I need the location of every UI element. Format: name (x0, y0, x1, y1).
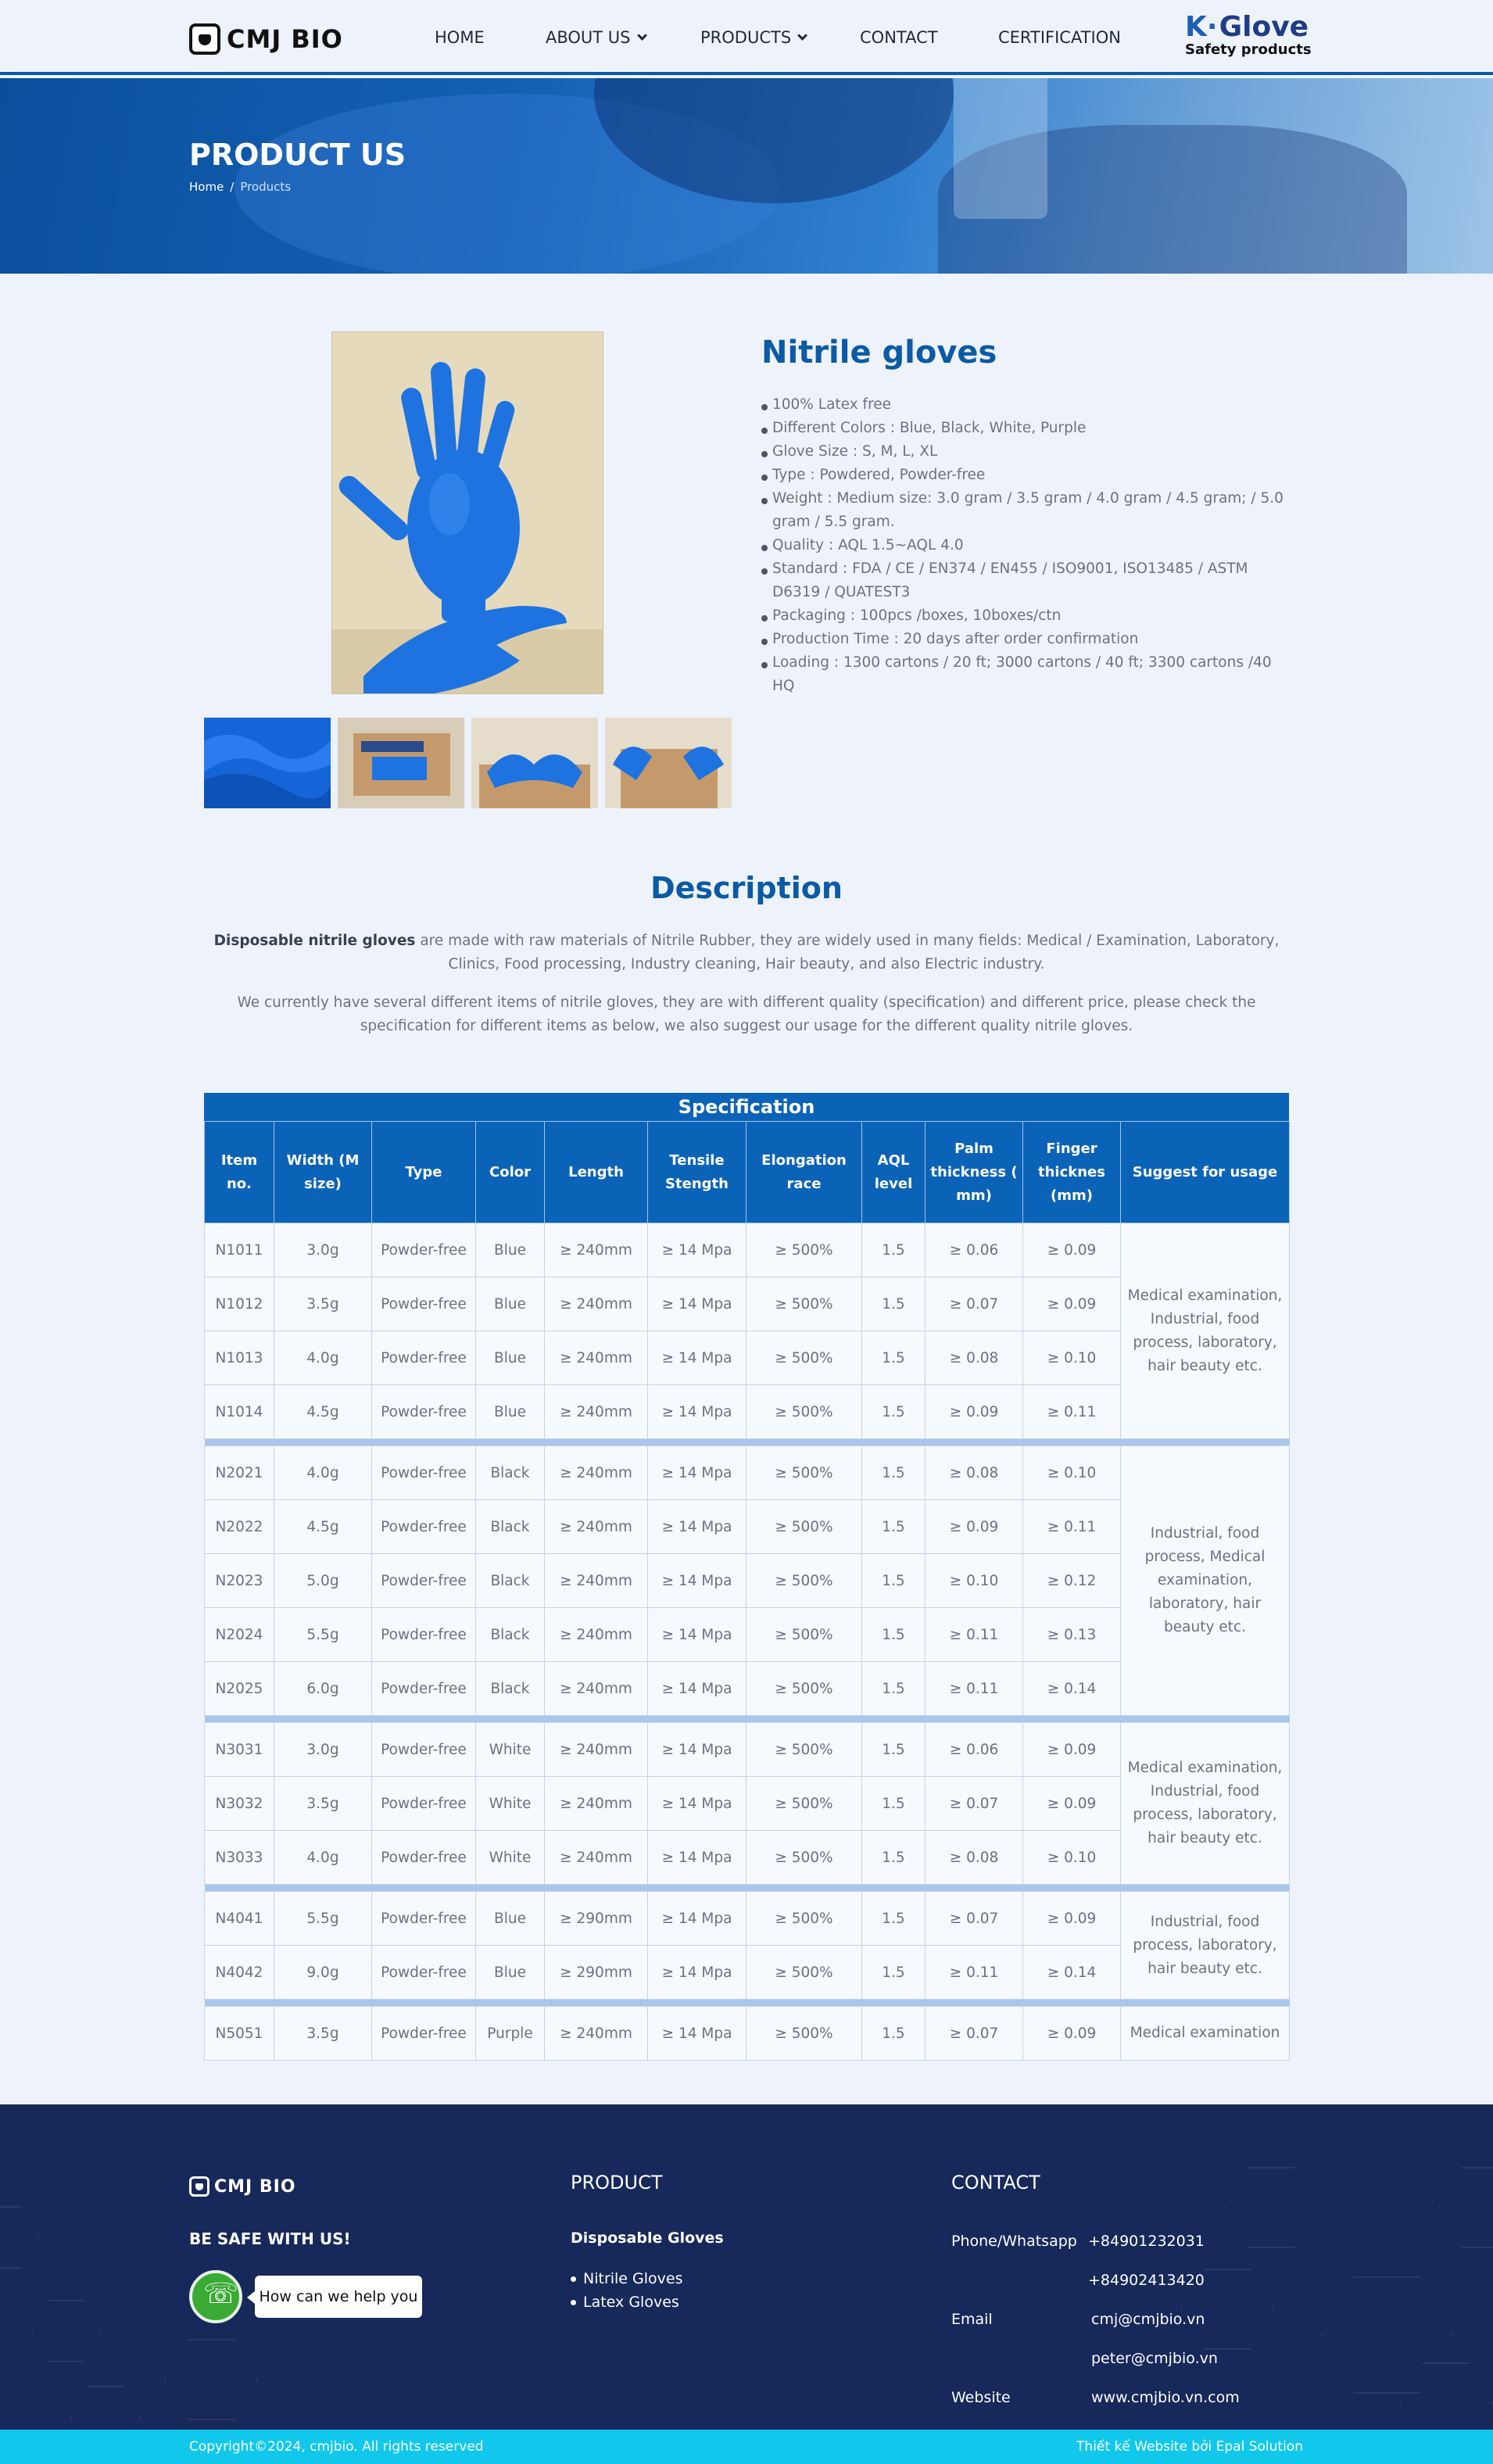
product-title: Nitrile gloves (761, 335, 997, 371)
table-cell: 1.5 (862, 1500, 926, 1554)
hexagon-decoration (70, 2386, 141, 2430)
table-cell: N2021 (205, 1446, 274, 1500)
table-cell: 1.5 (862, 1554, 926, 1608)
table-cell: N2022 (205, 1500, 274, 1554)
thumbnail-2[interactable] (338, 718, 464, 808)
table-cell: ≥ 290mm (545, 1946, 648, 2000)
table-cell: 1.5 (862, 1446, 926, 1500)
table-cell: N3031 (205, 1723, 274, 1777)
table-cell: 3.0g (274, 1723, 372, 1777)
table-cell: ≥ 0.09 (926, 1500, 1023, 1554)
spec-header-cell: Suggest for usage (1121, 1122, 1290, 1223)
table-cell: N1014 (205, 1385, 274, 1439)
usage-cell: Industrial, food process, laboratory, hair beauty etc. (1121, 1892, 1290, 2000)
breadcrumb-home[interactable]: Home (189, 180, 224, 194)
kglove-prefix: K· (1185, 11, 1218, 43)
chevron-down-icon (637, 30, 647, 41)
table-cell: ≥ 14 Mpa (648, 1831, 746, 1885)
description-paragraph-2: We currently have several different items of nitrile gloves, they are with different quality (specification) and different price, please check the specification for different items as below, we also suggest our usage for the different quality nitrile gloves. (237, 994, 1256, 1034)
table-cell: Black (476, 1500, 545, 1554)
table-cell: 4.0g (274, 1331, 372, 1385)
table-cell: N2024 (205, 1608, 274, 1662)
table-cell: ≥ 240mm (545, 1446, 648, 1500)
phone-number-2[interactable]: +84902413420 (1088, 2272, 1205, 2289)
table-cell: Powder-free (372, 1662, 476, 1716)
breadcrumb-separator: / (230, 180, 235, 194)
nav-home[interactable] (435, 28, 485, 47)
table-cell: ≥ 14 Mpa (648, 1446, 746, 1500)
table-cell: N1013 (205, 1331, 274, 1385)
nav-about-us[interactable] (546, 28, 646, 47)
table-cell: Powder-free (372, 1385, 476, 1439)
table-cell: ≥ 500% (746, 1723, 862, 1777)
spec-table-grid (204, 1121, 1290, 2061)
table-cell: N2023 (205, 1554, 274, 1608)
hexagon-decoration (164, 2339, 258, 2420)
table-cell: ≥ 500% (746, 1385, 862, 1439)
site-header (0, 0, 1493, 75)
description-title: Description (650, 871, 843, 905)
table-cell: 3.5g (274, 1277, 372, 1331)
table-cell: Powder-free (372, 1777, 476, 1831)
phone-label: Phone/Whatsapp (951, 2233, 1077, 2250)
kglove-brand: Glove (1219, 11, 1309, 43)
table-cell: ≥ 14 Mpa (648, 1662, 746, 1716)
table-cell: ≥ 500% (746, 1831, 862, 1885)
table-cell: Powder-free (372, 2007, 476, 2061)
table-cell: ≥ 500% (746, 2007, 862, 2061)
usage-cell: Medical examination, Industrial, food process, laboratory, hair beauty etc. (1121, 1223, 1290, 1439)
table-cell: ≥ 0.14 (1023, 1662, 1121, 1716)
specification-caption: Specification (204, 1093, 1289, 1121)
table-cell: ≥ 0.09 (1023, 1892, 1121, 1946)
table-cell: ≥ 500% (746, 1608, 862, 1662)
spec-table-body (205, 1223, 1290, 2061)
nav-products-label: PRODUCTS (700, 28, 792, 47)
table-cell: N1011 (205, 1223, 274, 1277)
group-separator-cell (205, 1885, 1290, 1892)
table-cell: Powder-free (372, 1608, 476, 1662)
footer-product-link[interactable]: Nitrile Gloves (571, 2267, 683, 2290)
banner-decoration (954, 78, 1047, 219)
spec-header-cell: Color (476, 1122, 545, 1223)
table-cell: ≥ 500% (746, 1277, 862, 1331)
designer-credit[interactable]: Thiết kế Website bởi Epal Solution (1076, 2439, 1303, 2455)
product-spec-list (761, 393, 1293, 698)
table-cell: N4041 (205, 1892, 274, 1946)
table-cell: Powder-free (372, 1223, 476, 1277)
footer-tagline: BE SAFE WITH US! (189, 2229, 351, 2248)
spec-header-cell: Elongation race (746, 1122, 862, 1223)
group-separator (205, 2000, 1290, 2007)
footer-product-list (571, 2267, 683, 2314)
footer-product-subheading[interactable]: Disposable Gloves (571, 2229, 724, 2247)
nav-contact[interactable] (860, 28, 938, 47)
table-cell: Black (476, 1554, 545, 1608)
table-cell: ≥ 500% (746, 1946, 862, 2000)
email-2[interactable]: peter@cmjbio.vn (1091, 2350, 1218, 2367)
table-cell: 1.5 (862, 1608, 926, 1662)
table-cell: ≥ 0.14 (1023, 1946, 1121, 2000)
table-cell: ≥ 500% (746, 1331, 862, 1385)
spec-item: Type : Powdered, Powder-free (761, 464, 1293, 487)
spec-item: Standard : FDA / CE / EN374 / EN455 / ISO9001, ISO13485 / ASTM D6319 / QUATEST3 (761, 557, 1293, 604)
spec-item: Production Time : 20 days after order confirmation (761, 628, 1293, 651)
website-label: Website (951, 2389, 1011, 2406)
thumbnail-4[interactable] (605, 718, 732, 808)
table-cell: ≥ 240mm (545, 1554, 648, 1608)
table-cell: Blue (476, 1385, 545, 1439)
table-cell: White (476, 1831, 545, 1885)
table-cell: ≥ 500% (746, 1223, 862, 1277)
usage-cell: Industrial, food process, Medical examination, laboratory, hair beauty etc. (1121, 1446, 1290, 1716)
description-bold: Disposable nitrile gloves (213, 933, 416, 949)
table-cell: 4.5g (274, 1385, 372, 1439)
table-cell: Blue (476, 1946, 545, 2000)
table-cell: ≥ 0.07 (926, 2007, 1023, 2061)
hexagon-decoration (1438, 2167, 1493, 2248)
table-cell: ≥ 14 Mpa (648, 1385, 746, 1439)
table-cell: ≥ 500% (746, 1662, 862, 1716)
group-separator-cell (205, 1439, 1290, 1446)
phone-number-1[interactable]: +84901232031 (1088, 2233, 1205, 2250)
group-separator-cell (205, 2000, 1290, 2007)
table-row (205, 1223, 1290, 1277)
table-cell: 1.5 (862, 1892, 926, 1946)
table-cell: Black (476, 1662, 545, 1716)
table-row (205, 1723, 1290, 1777)
kglove-name (1185, 11, 1312, 43)
copyright-text: Copyright©2024, cmjbio. All rights reserved (189, 2439, 484, 2455)
table-cell: ≥ 0.13 (1023, 1608, 1121, 1662)
nav-contact-label: CONTACT (860, 28, 938, 47)
table-cell: Blue (476, 1331, 545, 1385)
cmj-bio-logo-icon (189, 2176, 209, 2197)
table-cell: ≥ 0.11 (926, 1946, 1023, 2000)
footer-logo[interactable] (189, 2176, 296, 2197)
description-p1-text: are made with raw materials of Nitrile Rubber, they are widely used in many fields: Medical / Examination, Laboratory, Clinics, Food processing, Industry cleaning, Hair beauty, and also Electric industry. (415, 933, 1280, 972)
footer-product-heading: PRODUCT (571, 2172, 663, 2194)
table-cell: N3033 (205, 1831, 274, 1885)
table-cell: Powder-free (372, 1331, 476, 1385)
thumbnail-3[interactable] (471, 718, 598, 808)
table-cell: ≥ 0.07 (926, 1277, 1023, 1331)
table-cell: 5.0g (274, 1554, 372, 1608)
table-cell: Black (476, 1446, 545, 1500)
site-footer (0, 2104, 1493, 2430)
breadcrumb-current: Products (240, 180, 292, 194)
table-cell: N3032 (205, 1777, 274, 1831)
table-cell: ≥ 14 Mpa (648, 1608, 746, 1662)
table-cell: 1.5 (862, 1385, 926, 1439)
whatsapp-chat-bubble[interactable]: How can we help you (255, 2276, 422, 2318)
table-cell: ≥ 0.08 (926, 1831, 1023, 1885)
table-cell: ≥ 0.09 (926, 1385, 1023, 1439)
table-cell: ≥ 0.06 (926, 1223, 1023, 1277)
table-cell: ≥ 14 Mpa (648, 1277, 746, 1331)
chevron-down-icon (797, 30, 807, 41)
spec-item: Loading : 1300 cartons / 20 ft; 3000 cartons / 40 ft; 3300 cartons /40 HQ (761, 651, 1293, 698)
spec-item: Packaging : 100pcs /boxes, 10boxes/ctn (761, 604, 1293, 628)
table-cell: N5051 (205, 2007, 274, 2061)
spec-header-cell: Item no. (205, 1122, 274, 1223)
table-cell: ≥ 500% (746, 1777, 862, 1831)
table-cell: ≥ 0.09 (1023, 2007, 1121, 2061)
table-cell: ≥ 0.11 (926, 1608, 1023, 1662)
nav-products[interactable] (700, 28, 806, 47)
table-cell: ≥ 240mm (545, 1777, 648, 1831)
spec-header-cell: Width (M size) (274, 1122, 372, 1223)
hexagon-decoration (0, 2206, 39, 2269)
table-cell: ≥ 0.09 (1023, 1777, 1121, 1831)
whatsapp-icon[interactable] (189, 2270, 242, 2323)
spec-header-cell: AQL level (862, 1122, 926, 1223)
table-cell: ≥ 14 Mpa (648, 1500, 746, 1554)
table-cell: ≥ 240mm (545, 1831, 648, 1885)
spec-header-cell: Palm thickness ( mm) (926, 1122, 1023, 1223)
table-cell: ≥ 500% (746, 1446, 862, 1500)
spec-item: Quality : AQL 1.5~AQL 4.0 (761, 534, 1293, 557)
table-cell: 3.5g (274, 2007, 372, 2061)
table-cell: ≥ 14 Mpa (648, 1723, 746, 1777)
table-cell: Powder-free (372, 1554, 476, 1608)
hexagon-decoration (1224, 2167, 1318, 2248)
table-cell: Powder-free (372, 1946, 476, 2000)
footer-bottom-bar (0, 2430, 1493, 2464)
table-cell: 5.5g (274, 1608, 372, 1662)
table-cell: Powder-free (372, 1500, 476, 1554)
table-cell: White (476, 1723, 545, 1777)
email-1[interactable]: cmj@cmjbio.vn (1091, 2311, 1205, 2328)
kglove-tagline: Safety products (1185, 41, 1312, 58)
table-cell: ≥ 14 Mpa (648, 1554, 746, 1608)
spec-header-cell: Type (372, 1122, 476, 1223)
table-cell: N1012 (205, 1277, 274, 1331)
thumbnail-hands-image (471, 718, 598, 808)
table-cell: ≥ 240mm (545, 2007, 648, 2061)
table-cell: ≥ 14 Mpa (648, 2007, 746, 2061)
nav-home-label: HOME (435, 28, 485, 47)
table-cell: 4.5g (274, 1500, 372, 1554)
kglove-partner-logo[interactable] (1185, 11, 1312, 58)
table-cell: Blue (476, 1277, 545, 1331)
table-cell: ≥ 14 Mpa (648, 1223, 746, 1277)
footer-contact-heading: CONTACT (951, 2172, 1040, 2194)
group-separator-cell (205, 1716, 1290, 1723)
table-cell: ≥ 0.06 (926, 1723, 1023, 1777)
table-cell: Powder-free (372, 1446, 476, 1500)
spec-header-cell: Tensile Stength (648, 1122, 746, 1223)
spec-table-head (205, 1122, 1290, 1223)
spec-header-cell: Length (545, 1122, 648, 1223)
product-thumbnails (204, 718, 732, 808)
website-link[interactable]: www.cmjbio.vn.com (1091, 2389, 1240, 2406)
table-cell: ≥ 0.10 (1023, 1446, 1121, 1500)
table-cell: ≥ 0.07 (926, 1892, 1023, 1946)
nav-certification[interactable] (998, 28, 1121, 47)
table-cell: 6.0g (274, 1662, 372, 1716)
spec-item: 100% Latex free (761, 393, 1293, 417)
table-cell: ≥ 0.11 (1023, 1385, 1121, 1439)
usage-cell: Medical examination, Industrial, food process, laboratory, hair beauty etc. (1121, 1723, 1290, 1885)
table-cell: ≥ 14 Mpa (648, 1892, 746, 1946)
table-cell: ≥ 240mm (545, 1723, 648, 1777)
table-cell: ≥ 14 Mpa (648, 1331, 746, 1385)
table-cell: 1.5 (862, 1946, 926, 2000)
table-cell: 1.5 (862, 1223, 926, 1277)
specification-table (204, 1093, 1289, 2061)
email-label: Email (951, 2311, 993, 2328)
table-cell: ≥ 240mm (545, 1277, 648, 1331)
table-cell: 3.5g (274, 1777, 372, 1831)
footer-product-link[interactable]: Latex Gloves (571, 2290, 683, 2314)
table-cell: 1.5 (862, 1831, 926, 1885)
group-separator (205, 1716, 1290, 1723)
group-separator (205, 1439, 1290, 1446)
table-cell: Powder-free (372, 1277, 476, 1331)
table-cell: N4042 (205, 1946, 274, 2000)
table-cell: 1.5 (862, 1662, 926, 1716)
logo-text: CMJ BIO (227, 24, 343, 54)
table-cell: 1.5 (862, 1777, 926, 1831)
table-row (205, 1892, 1290, 1946)
thumbnail-box-hands-image (605, 718, 732, 808)
table-cell: 5.5g (274, 1892, 372, 1946)
breadcrumb (189, 180, 291, 194)
spec-header-cell: Finger thicknes (mm) (1023, 1122, 1121, 1223)
table-cell: Black (476, 1608, 545, 1662)
table-cell: ≥ 0.08 (926, 1446, 1023, 1500)
table-cell: ≥ 240mm (545, 1608, 648, 1662)
table-cell: Powder-free (372, 1723, 476, 1777)
table-cell: ≥ 240mm (545, 1500, 648, 1554)
nav-certification-label: CERTIFICATION (998, 28, 1121, 47)
spec-item: Weight : Medium size: 3.0 gram / 3.5 gram / 4.0 gram / 4.5 gram; / 5.0 gram / 5.5 gram. (761, 487, 1293, 534)
table-cell: White (476, 1777, 545, 1831)
table-cell: ≥ 14 Mpa (648, 1777, 746, 1831)
table-cell: Powder-free (372, 1831, 476, 1885)
table-cell: 1.5 (862, 1277, 926, 1331)
table-cell: ≥ 0.07 (926, 1777, 1023, 1831)
table-cell: 3.0g (274, 1223, 372, 1277)
table-cell: 4.0g (274, 1446, 372, 1500)
table-cell: Purple (476, 2007, 545, 2061)
table-row (205, 1446, 1290, 1500)
table-cell: ≥ 0.08 (926, 1331, 1023, 1385)
blue-glove-image (332, 332, 603, 694)
usage-cell: Medical examination (1121, 2007, 1290, 2061)
table-cell: Blue (476, 1892, 545, 1946)
thumbnail-1[interactable] (204, 718, 331, 808)
table-cell: ≥ 500% (746, 1554, 862, 1608)
table-cell: ≥ 0.12 (1023, 1554, 1121, 1608)
thumbnail-gloves-pile-image (204, 718, 331, 808)
table-cell: Powder-free (372, 1892, 476, 1946)
product-main-image[interactable] (331, 331, 603, 694)
table-cell: ≥ 0.09 (1023, 1723, 1121, 1777)
table-cell: 1.5 (862, 1723, 926, 1777)
table-cell: ≥ 500% (746, 1500, 862, 1554)
table-cell: ≥ 0.11 (926, 1662, 1023, 1716)
spec-item: Glove Size : S, M, L, XL (761, 440, 1293, 464)
spec-header-row (205, 1122, 1290, 1223)
table-cell: ≥ 240mm (545, 1223, 648, 1277)
group-separator (205, 1885, 1290, 1892)
table-cell: ≥ 0.10 (1023, 1331, 1121, 1385)
table-cell: ≥ 0.09 (1023, 1223, 1121, 1277)
table-cell: ≥ 0.10 (926, 1554, 1023, 1608)
table-cell: Blue (476, 1223, 545, 1277)
thumbnail-box-image (338, 718, 464, 808)
hexagon-decoration (31, 2300, 102, 2362)
table-row (205, 2007, 1290, 2061)
table-cell: ≥ 14 Mpa (648, 1946, 746, 2000)
description-paragraph-1 (205, 929, 1288, 976)
table-cell: ≥ 240mm (545, 1662, 648, 1716)
table-cell: ≥ 0.10 (1023, 1831, 1121, 1885)
table-cell: 4.0g (274, 1831, 372, 1885)
table-cell: ≥ 500% (746, 1892, 862, 1946)
table-cell: ≥ 290mm (545, 1892, 648, 1946)
footer-logo-text: CMJ BIO (214, 2176, 296, 2197)
table-cell: ≥ 240mm (545, 1385, 648, 1439)
table-cell: 1.5 (862, 2007, 926, 2061)
spec-item: Different Colors : Blue, Black, White, Purple (761, 417, 1293, 440)
table-cell: 9.0g (274, 1946, 372, 2000)
nav-about-label: ABOUT US (546, 28, 631, 47)
page-banner (0, 78, 1493, 274)
table-cell: ≥ 240mm (545, 1331, 648, 1385)
table-cell: N2025 (205, 1662, 274, 1716)
table-cell: ≥ 0.09 (1023, 1277, 1121, 1331)
page-title: PRODUCT US (189, 138, 406, 172)
table-cell: ≥ 0.11 (1023, 1500, 1121, 1554)
table-cell: 1.5 (862, 1331, 926, 1385)
